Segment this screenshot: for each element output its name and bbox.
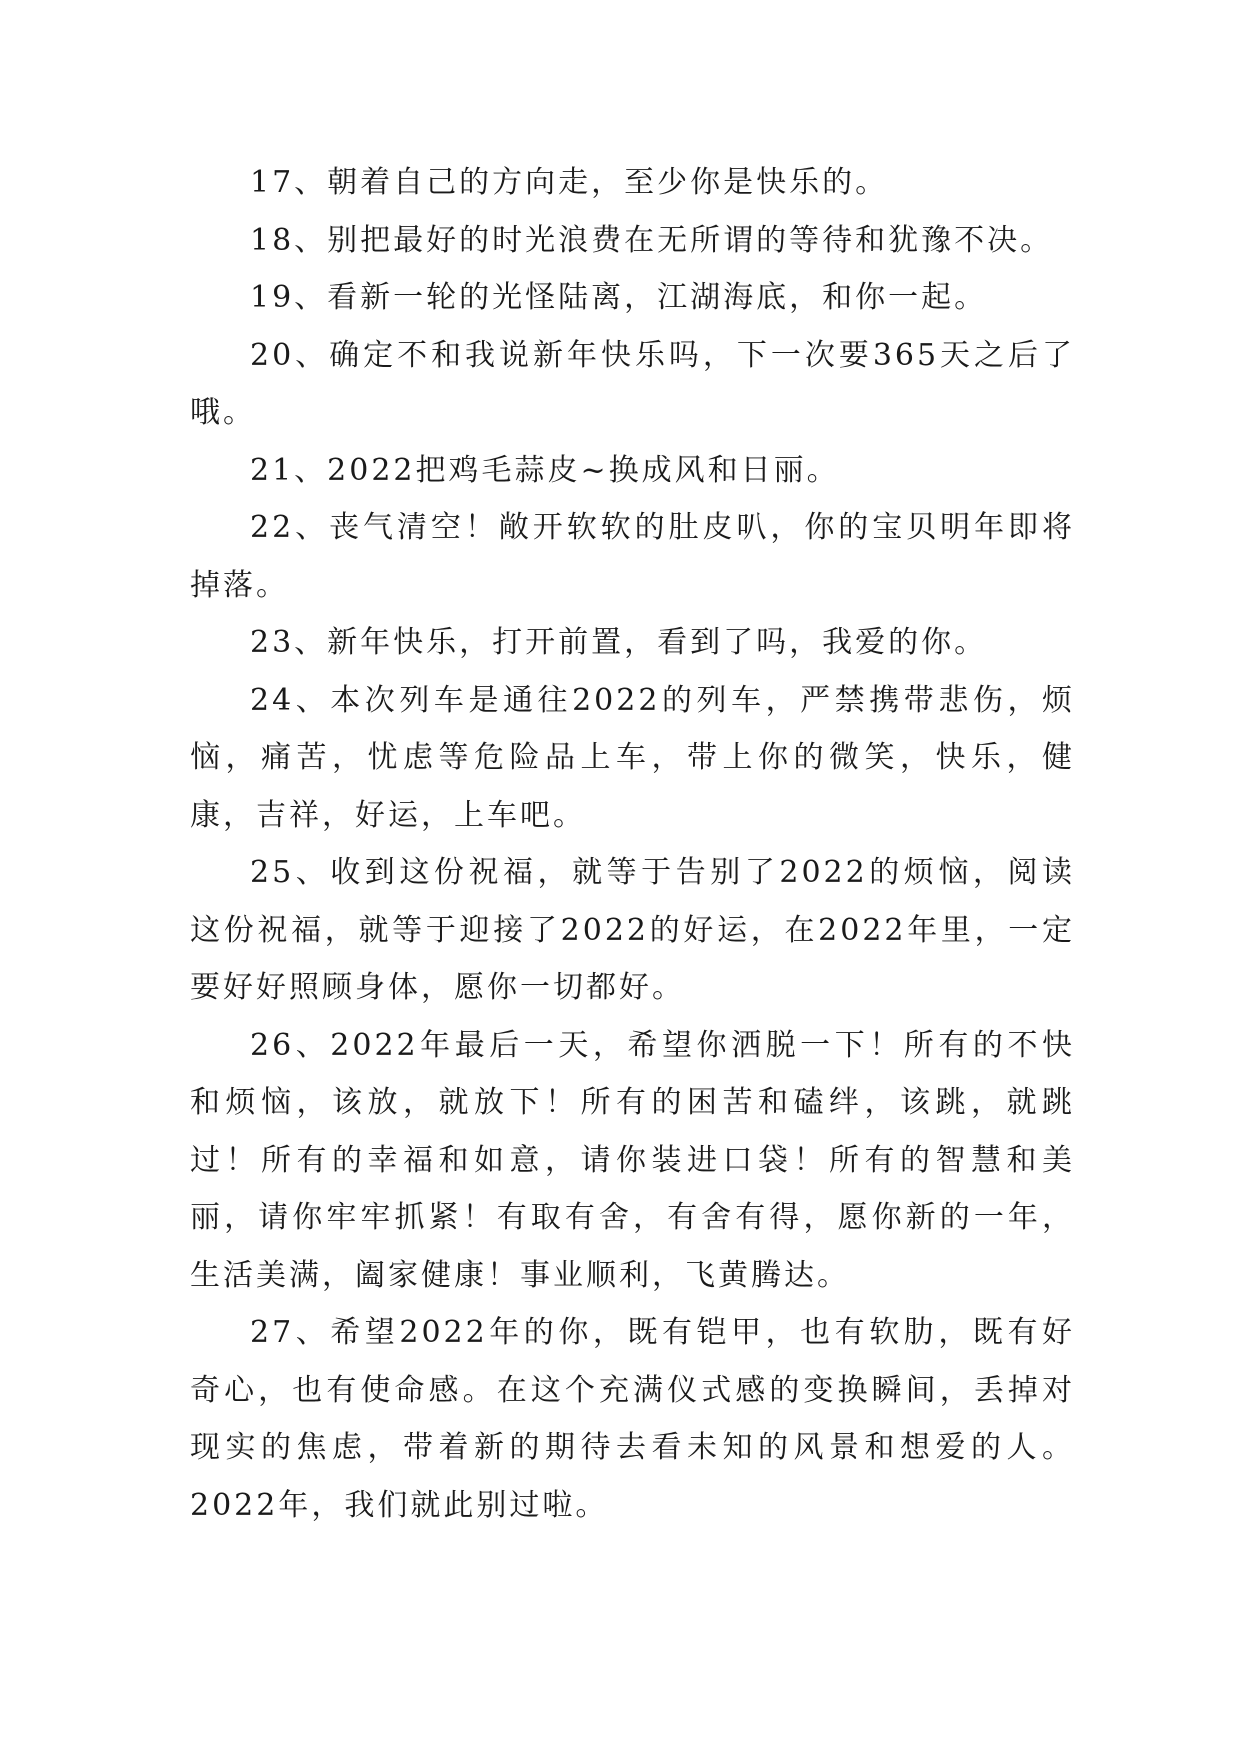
paragraph-24: 24、本次列车是通往2022的列车，严禁携带悲伤，烦恼，痛苦，忧虑等危险品上车，带上你的微笑，快乐，健康，吉祥，好运，上车吧。 [190, 682, 1075, 833]
paragraph-17: 17、朝着自己的方向走，至少你是快乐的。 [250, 165, 889, 200]
paragraph-23: 23、新年快乐，打开前置，看到了吗，我爱的你。 [250, 625, 988, 660]
paragraph-19: 19、看新一轮的光怪陆离，江湖海底，和你一起。 [250, 280, 988, 315]
paragraph-27: 27、希望2022年的你，既有铠甲，也有软肋，既有好奇心，也有使命感。在这个充满仪式感的变换瞬间，丢掉对现实的焦虑，带着新的期待去看未知的风景和想爱的人。2022年，我们就此别过啦。 [190, 1315, 1075, 1523]
paragraph-22: 22、丧气清空！敞开软软的肚皮叭，你的宝贝明年即将掉落。 [190, 510, 1075, 603]
paragraph-25: 25、收到这份祝福，就等于告别了2022的烦恼，阅读这份祝福，就等于迎接了2022的好运，在2022年里，一定要好好照顾身体，愿你一切都好。 [190, 855, 1075, 1005]
document-body [190, 154, 1075, 1534]
paragraph-20: 20、确定不和我说新年快乐吗，下一次要365天之后了哦。 [190, 337, 1075, 430]
paragraph-26: 26、2022年最后一天，希望你洒脱一下！所有的不快和烦恼，该放，就放下！所有的困苦和磕绊，该跳，就跳过！所有的幸福和如意，请你装进口袋！所有的智慧和美丽，请你牢牢抓紧！有取有舍，有舍有得，愿你新的一年，生活美满，阖家健康！事业顺利，飞黄腾达。 [190, 1027, 1075, 1293]
paragraph-21: 21、2022把鸡毛蒜皮~换成风和日丽。 [250, 452, 840, 488]
paragraph-18: 18、别把最好的时光浪费在无所谓的等待和犹豫不决。 [250, 222, 1054, 258]
